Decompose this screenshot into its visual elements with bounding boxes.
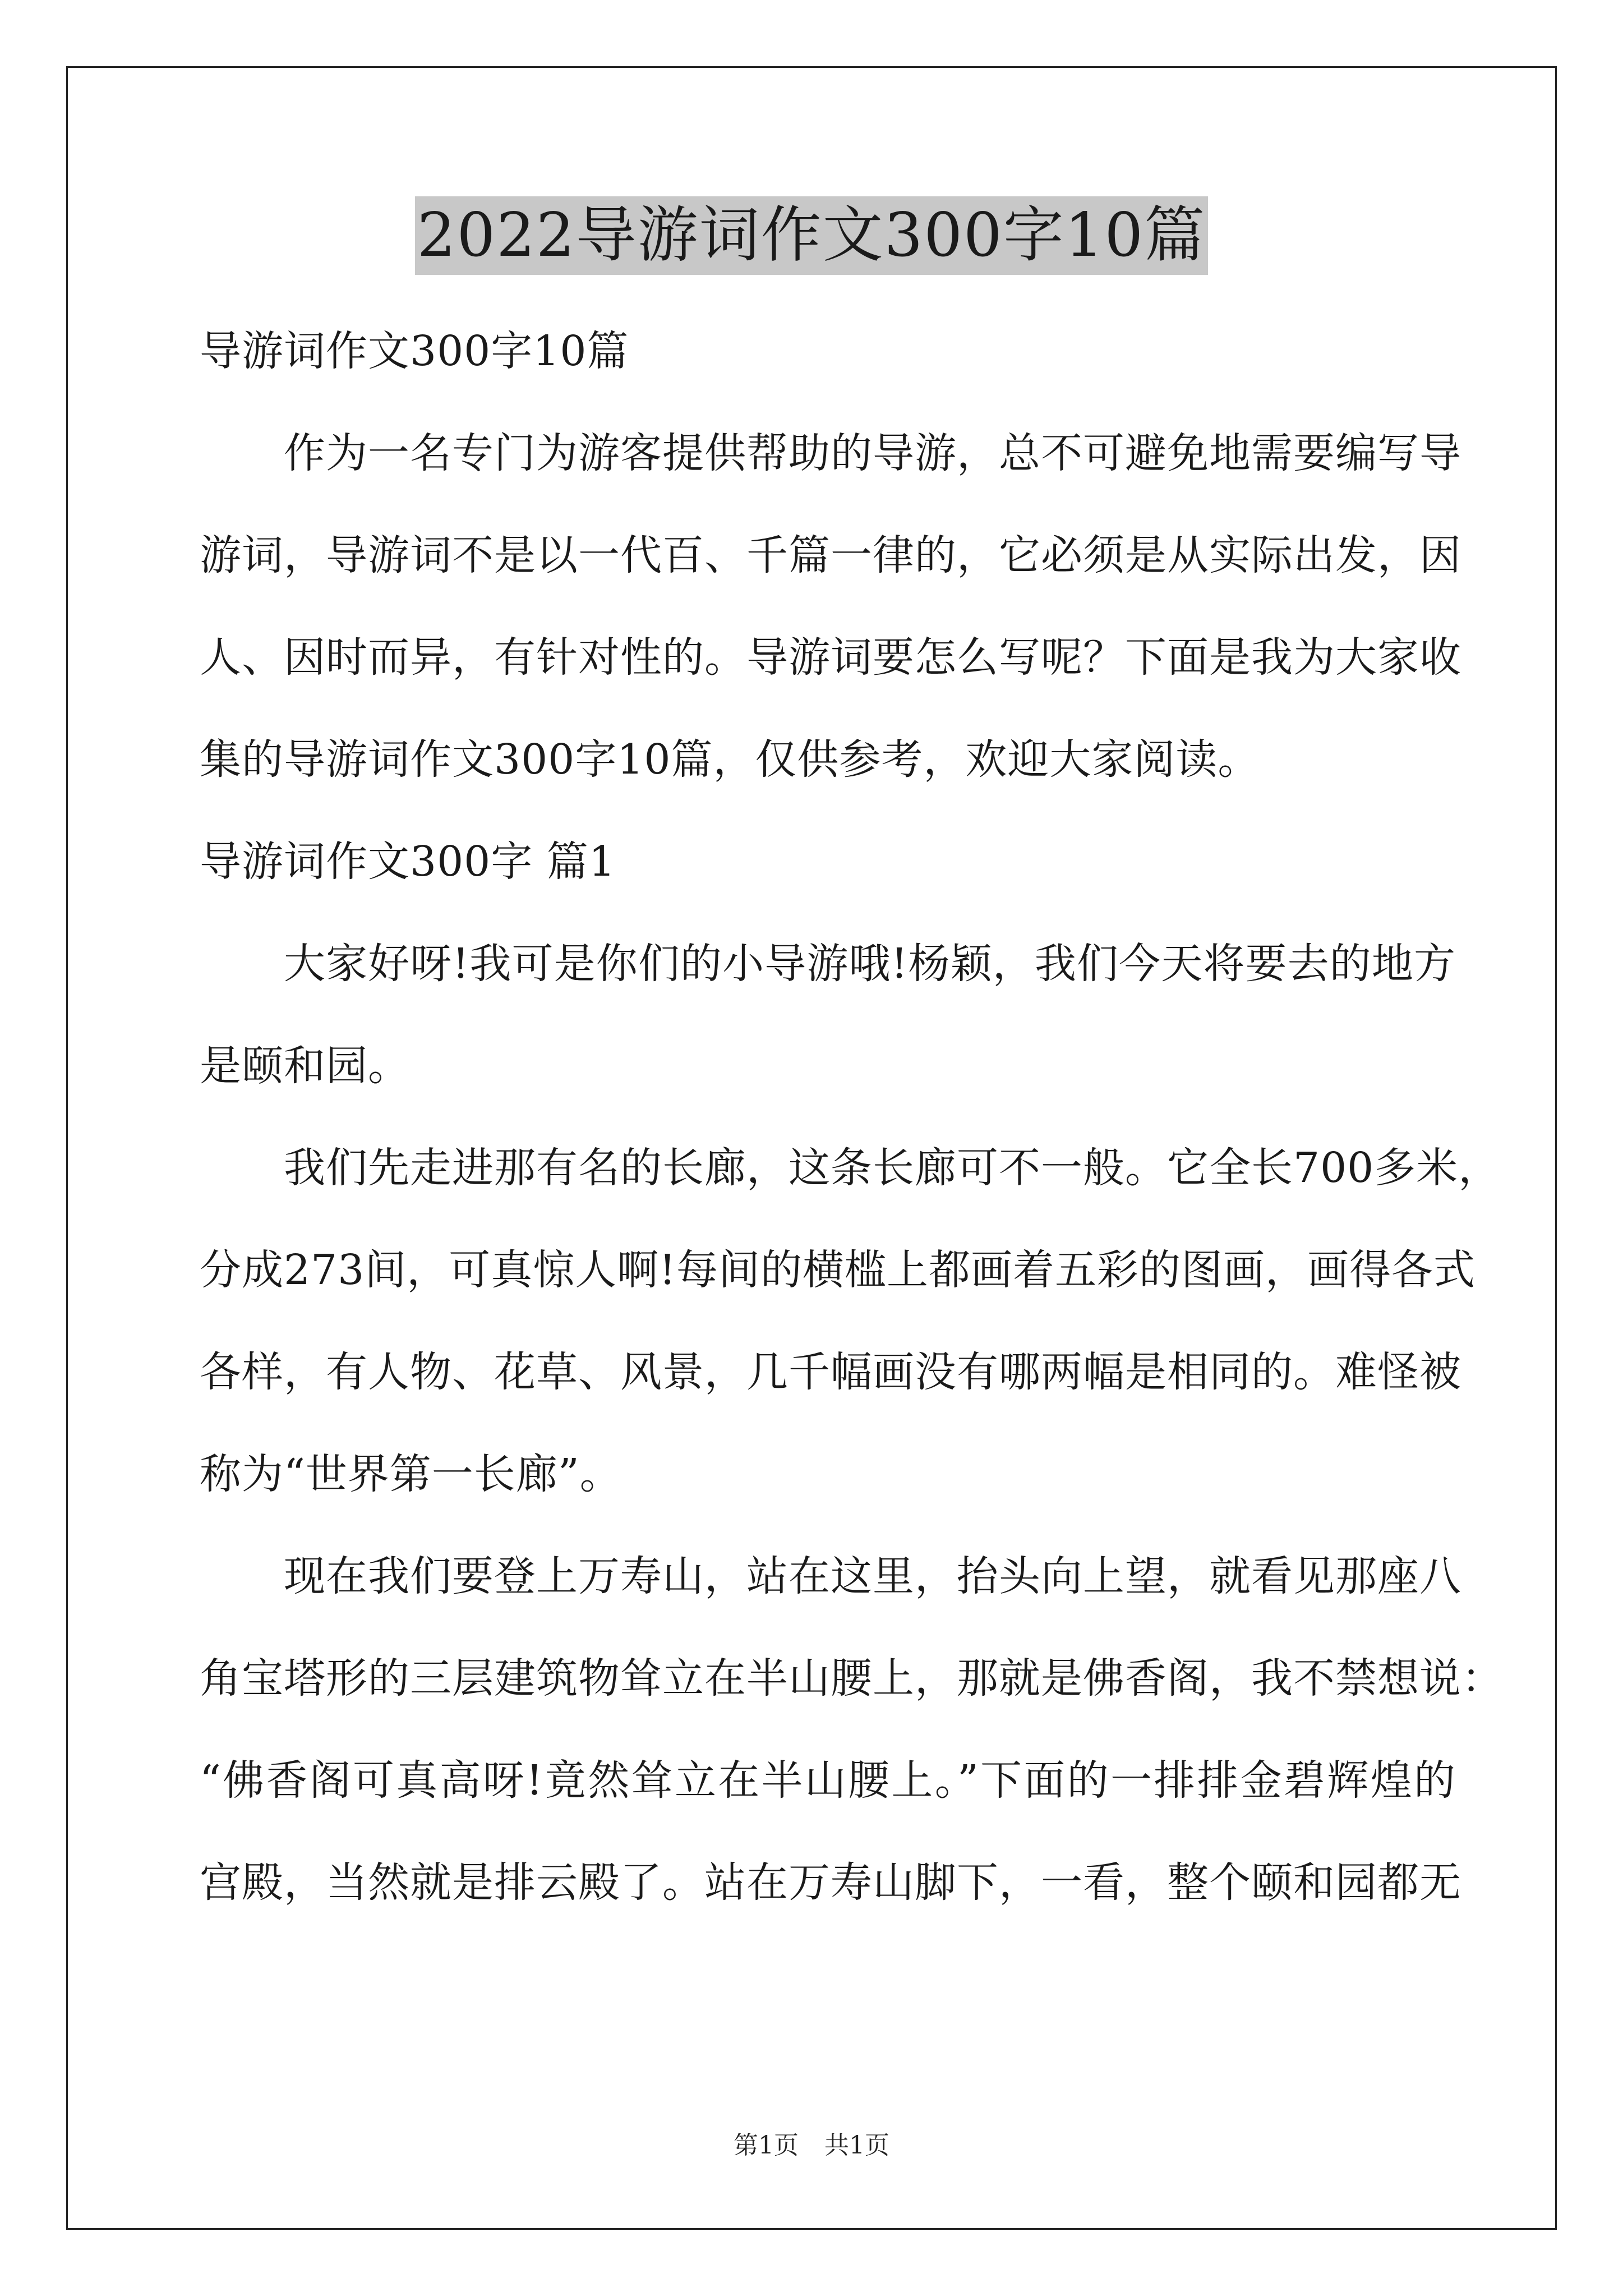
body-line: 我们先走进那有名的长廊，这条长廊可不一般。它全长700多米，: [284, 1144, 1501, 1192]
title-wrap: [0, 196, 1623, 275]
page-footer: [0, 2129, 1623, 2162]
page-number: 第1页: [734, 2131, 799, 2160]
body-line: 现在我们要登上万寿山，站在这里，抬头向上望，就看见那座八: [284, 1552, 1461, 1600]
page-total: 共1页: [824, 2131, 889, 2160]
body-line: “佛香阁可真高呀!竟然耸立在半山腰上。”下面的一排排金碧辉煌的: [200, 1756, 1456, 1805]
body-line: 游词，导游词不是以一代百、千篇一律的，它必须是从实际出发，因: [200, 531, 1461, 579]
body-line: 人、因时而异，有针对性的。导游词要怎么写呢？下面是我为大家收: [200, 633, 1461, 682]
body-line: 导游词作文300字10篇: [200, 327, 629, 375]
body-line: 分成273间，可真惊人啊!每间的横槛上都画着五彩的图画，画得各式: [200, 1246, 1476, 1294]
document-body: [200, 300, 1504, 1934]
body-line: 称为“世界第一长廊”。: [200, 1450, 622, 1498]
document-title: 2022导游词作文300字10篇: [415, 196, 1208, 275]
body-line: 作为一名专门为游客提供帮助的导游，总不可避免地需要编写导: [284, 429, 1461, 477]
body-line: 大家好呀!我可是你们的小导游哦!杨颖，我们今天将要去的地方: [284, 940, 1456, 988]
body-line: 角宝塔形的三层建筑物耸立在半山腰上，那就是佛香阁，我不禁想说：: [200, 1654, 1504, 1703]
body-line: 宫殿，当然就是排云殿了。站在万寿山脚下，一看，整个颐和园都无: [200, 1858, 1461, 1907]
body-line: 集的导游词作文300字10篇，仅供参考，欢迎大家阅读。: [200, 735, 1260, 784]
body-line: 导游词作文300字 篇1: [200, 838, 616, 886]
body-line: 是颐和园。: [200, 1042, 410, 1090]
body-line: 各样，有人物、花草、风景，几千幅画没有哪两幅是相同的。难怪被: [200, 1348, 1461, 1396]
